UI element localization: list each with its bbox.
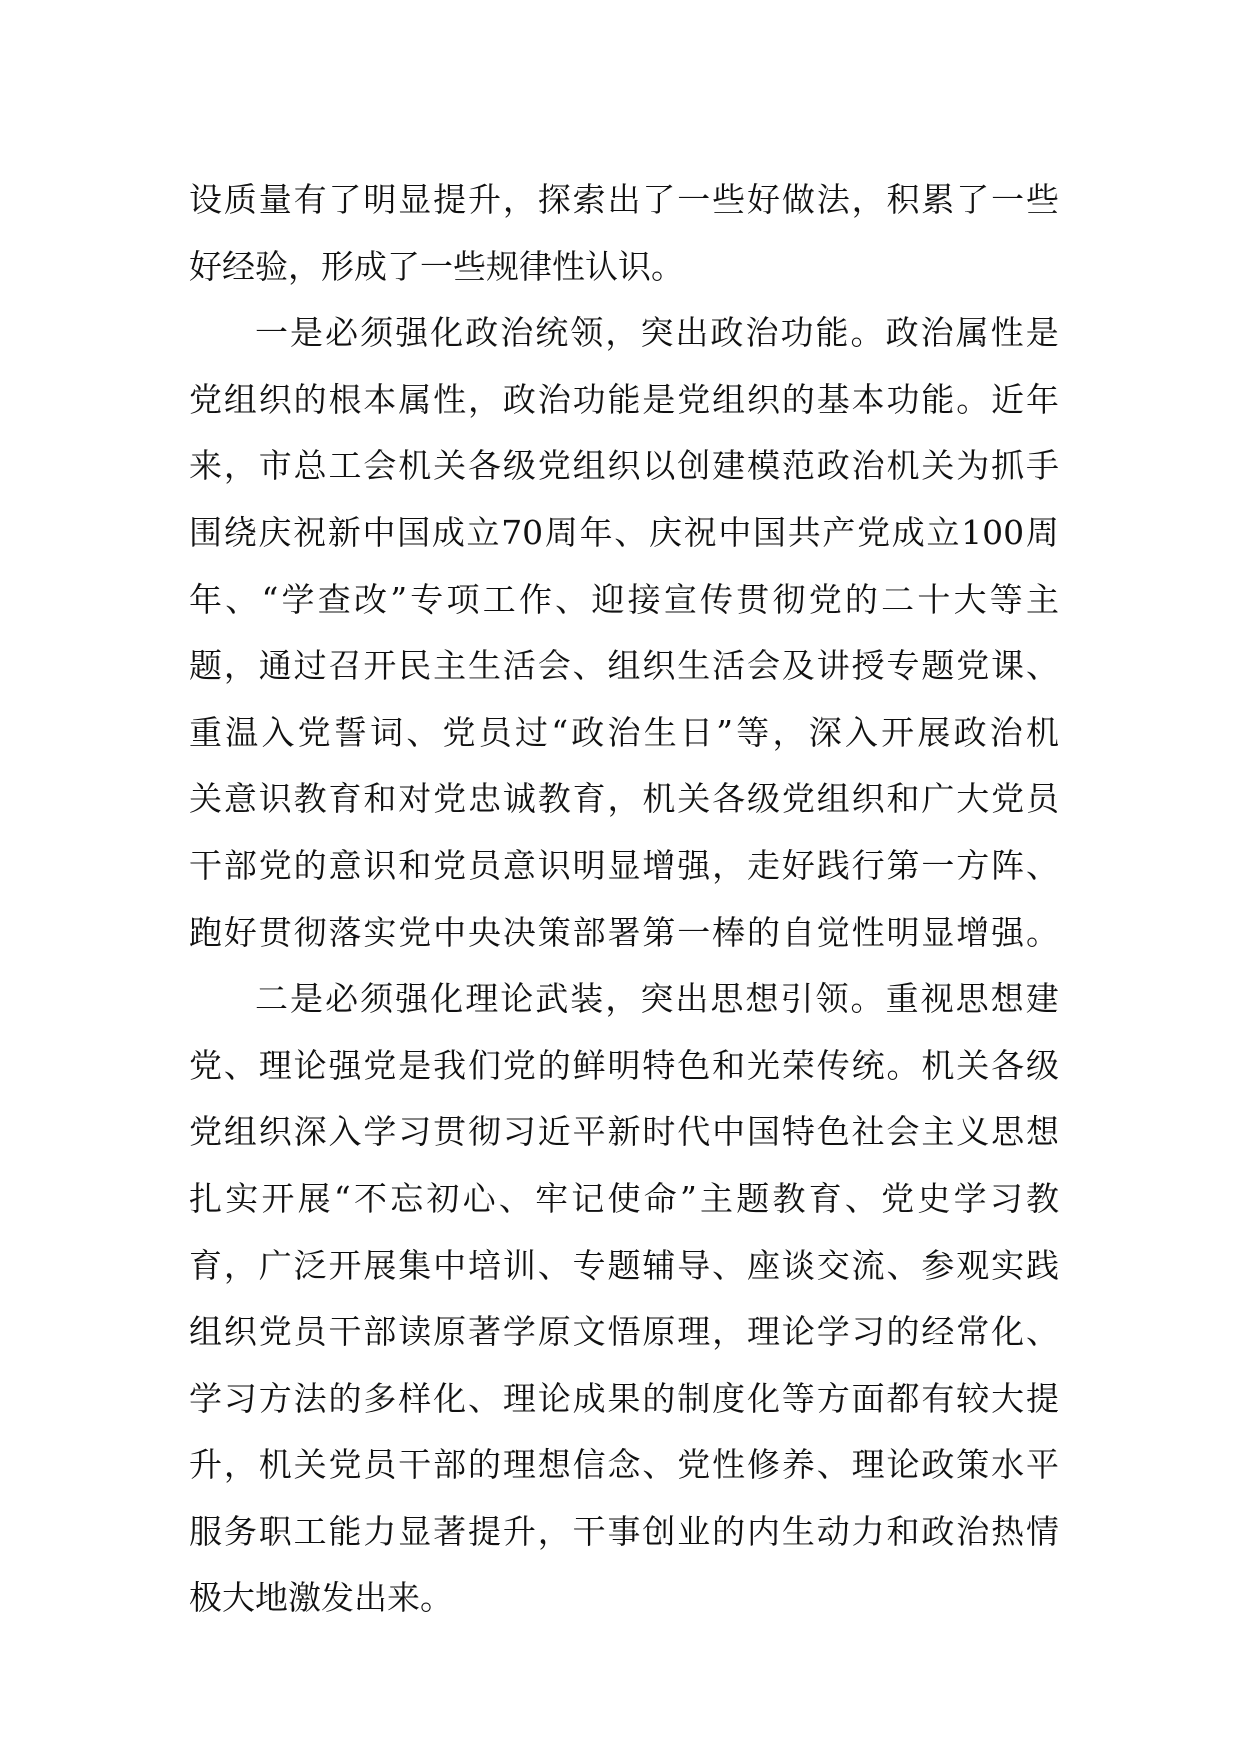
- text-line: 关 意 识 教 育 和 对 党 忠 诚 教 育 ， 机 关 各 级 党 组 织 和 广 大 党 员: [189, 779, 1059, 819]
- text-line: 跑 好 贯 彻 落 实 党 中 央 决 策 部 署 第 一 棒 的 自 觉 性 明 显 增 强 。: [189, 912, 1059, 952]
- text-line: 二 是 必 须 强 化 理 论 武 装 ， 突 出 思 想 引 领 。 重 视 思 想 建: [255, 979, 1059, 1019]
- text-line: 学 习 方 法 的 多 样 化 、 理 论 成 果 的 制 度 化 等 方 面 都 有 较 大 提: [189, 1378, 1059, 1418]
- text-line: 扎 实 开 展 “ 不 忘 初 心 、 牢 记 使 命 ” 主 题 教 育 、 党 史 学 习 教: [189, 1178, 1059, 1218]
- text-line: 组 织 党 员 干 部 读 原 著 学 原 文 悟 原 理 ， 理 论 学 习 的 经 常 化 、: [189, 1312, 1059, 1352]
- text-line: 育 ， 广 泛 开 展 集 中 培 训 、 专 题 辅 导 、 座 谈 交 流 、 参 观 实 践: [189, 1245, 1059, 1285]
- text-line: 党 、 理 论 强 党 是 我 们 党 的 鲜 明 特 色 和 光 荣 传 统 。 机 关 各 级: [189, 1045, 1059, 1085]
- text-line: 好经验，形成了一些规律性认识。: [189, 246, 684, 286]
- text-line: 一 是 必 须 强 化 政 治 统 领 ， 突 出 政 治 功 能 。 政 治 属 性 是: [255, 313, 1059, 353]
- text-line: 年 、 “ 学 查 改 ” 专 项 工 作 、 迎 接 宣 传 贯 彻 党 的 二 十 大 等 主: [189, 579, 1059, 619]
- text-line: 围 绕 庆 祝 新 中 国 成 立 70 周 年 、 庆 祝 中 国 共 产 党 成 立 100 周: [189, 512, 1059, 552]
- text-line: 极大地激发出来。: [189, 1578, 453, 1618]
- text-line: 服 务 职 工 能 力 显 著 提 升 ， 干 事 创 业 的 内 生 动 力 和 政 治 热 情: [189, 1511, 1059, 1551]
- body-text: [189, 167, 1059, 1632]
- text-line: 题 ， 通 过 召 开 民 主 生 活 会 、 组 织 生 活 会 及 讲 授 专 题 党 课 、: [189, 646, 1059, 686]
- text-line: 来 ， 市 总 工 会 机 关 各 级 党 组 织 以 创 建 模 范 政 治 机 关 为 抓 手: [189, 446, 1059, 486]
- text-line: 升 ， 机 关 党 员 干 部 的 理 想 信 念 、 党 性 修 养 、 理 论 政 策 水 平: [189, 1445, 1059, 1485]
- text-line: 干 部 党 的 意 识 和 党 员 意 识 明 显 增 强 ， 走 好 践 行 第 一 方 阵 、: [189, 845, 1059, 885]
- text-line: 设 质 量 有 了 明 显 提 升 ， 探 索 出 了 一 些 好 做 法 ， 积 累 了 一 些: [189, 180, 1059, 219]
- text-line: 党 组 织 深 入 学 习 贯 彻 习 近 平 新 时 代 中 国 特 色 社 会 主 义 思 想: [189, 1112, 1059, 1152]
- text-line: 重 温 入 党 誓 词 、 党 员 过 “ 政 治 生 日 ” 等 ， 深 入 开 展 政 治 机: [189, 712, 1059, 752]
- text-line: 党 组 织 的 根 本 属 性 ， 政 治 功 能 是 党 组 织 的 基 本 功 能 。 近 年: [189, 379, 1059, 419]
